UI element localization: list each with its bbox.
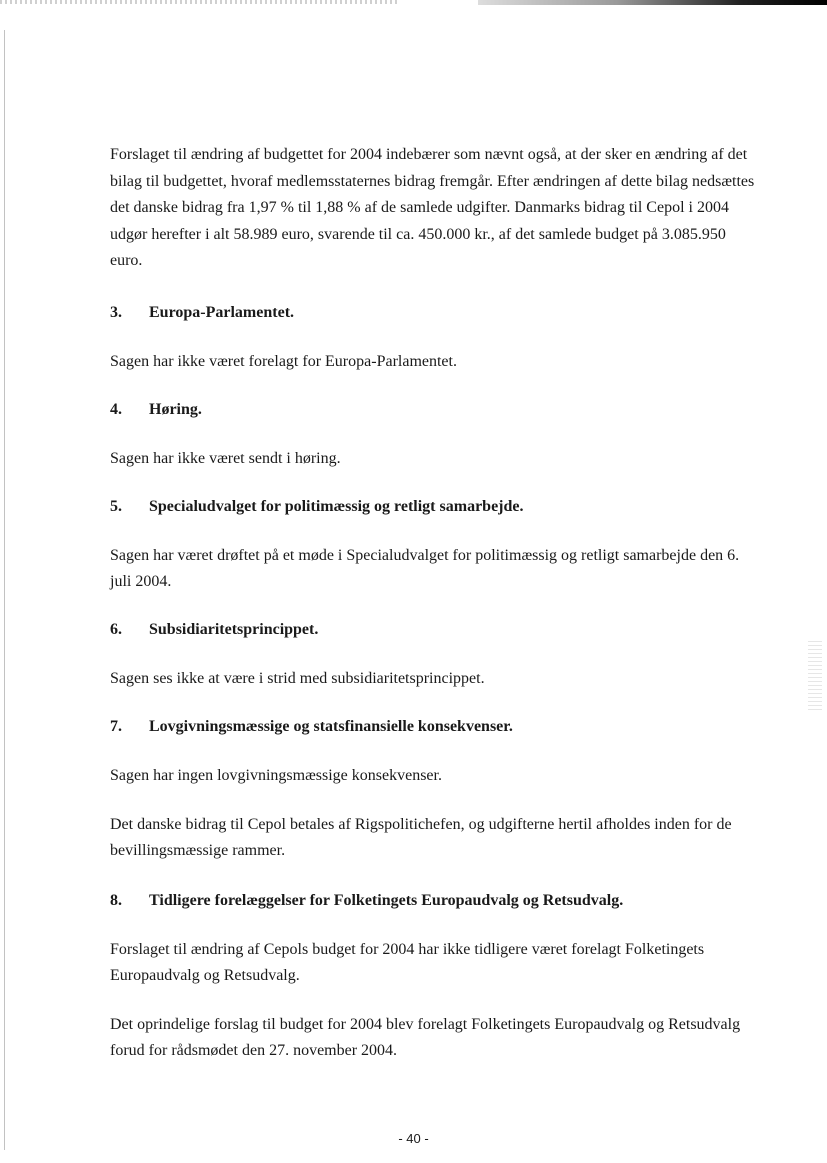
section-paragraph: Det danske bidrag til Cepol betales af Rigspolitichefen, og udgifterne hertil afholdes inden for de bevillingsmæssige rammer. xyxy=(110,815,732,859)
section-title: Lovgivningsmæssige og statsfinansielle konsekvenser. xyxy=(149,718,513,735)
section-heading-3 xyxy=(110,301,760,325)
section-paragraph: Forslaget til ændring af Cepols budget for 2004 har ikke tidligere været forelagt Folketingets Europaudvalg og Retsudvalg. xyxy=(110,940,705,984)
section-heading-4 xyxy=(110,398,760,422)
section-number: 7. xyxy=(110,718,122,735)
section-heading-7 xyxy=(110,715,760,739)
section-paragraph: Sagen ses ikke at være i strid med subsidiaritetsprincippet. xyxy=(110,669,485,687)
section-title: Subsidiaritetsprincippet. xyxy=(149,620,319,638)
section-title: Høring. xyxy=(149,401,202,418)
section-heading-8 xyxy=(110,889,760,913)
section-paragraph: Sagen har ingen lovgivningsmæssige konsekvenser. xyxy=(110,767,442,784)
scan-artifact-top-left xyxy=(0,0,400,4)
section-title: Tidligere forelæggelser for Folketingets Europaudvalg og Retsudvalg. xyxy=(149,891,624,909)
section-paragraph: Sagen har ikke været forelagt for Europa-Parlamentet. xyxy=(110,352,457,370)
scan-artifact-right-specks xyxy=(808,640,822,710)
document-body xyxy=(110,142,760,1065)
scan-artifact-top-right xyxy=(478,0,827,5)
section-number: 8. xyxy=(110,891,122,909)
section-number: 3. xyxy=(110,303,122,321)
section-title: Specialudvalget for politimæssig og retligt samarbejde. xyxy=(149,497,524,515)
section-heading-6 xyxy=(110,618,760,642)
section-number: 6. xyxy=(110,620,122,638)
section-paragraph: Det oprindelige forslag til budget for 2004 blev forelagt Folketingets Europaudvalg og Retsudvalg forud for rådsmødet den 27. november 2004. xyxy=(110,1015,741,1059)
section-paragraph: Sagen har været drøftet på et møde i Specialudvalget for politimæssig og retligt samarbejde den 6. juli 2004. xyxy=(110,546,740,590)
section-paragraph: Sagen har ikke været sendt i høring. xyxy=(110,450,341,467)
section-heading-5 xyxy=(110,495,760,519)
section-number: 5. xyxy=(110,497,122,515)
page-number: - 40 - xyxy=(398,1131,429,1146)
intro-paragraph: Forslaget til ændring af budgettet for 2004 indebærer som nævnt også, at der sker en ændring af det bilag til budgettet, hvoraf medlemsstaternes bidrag fremgår. Efter ændringen af dette bilag nedsættes det danske bidrag fra 1,97 % til 1,88 % af de samlede udgifter. Danmarks bidrag til Cepol i 2004 udgør herefter i alt 58.989 euro, svarende til ca. 450.000 kr., af det samlede budget på 3.085.950 euro. xyxy=(110,146,755,269)
section-number: 4. xyxy=(110,401,122,418)
section-title: Europa-Parlamentet. xyxy=(149,303,295,321)
scan-artifact-left-edge xyxy=(4,30,5,1150)
